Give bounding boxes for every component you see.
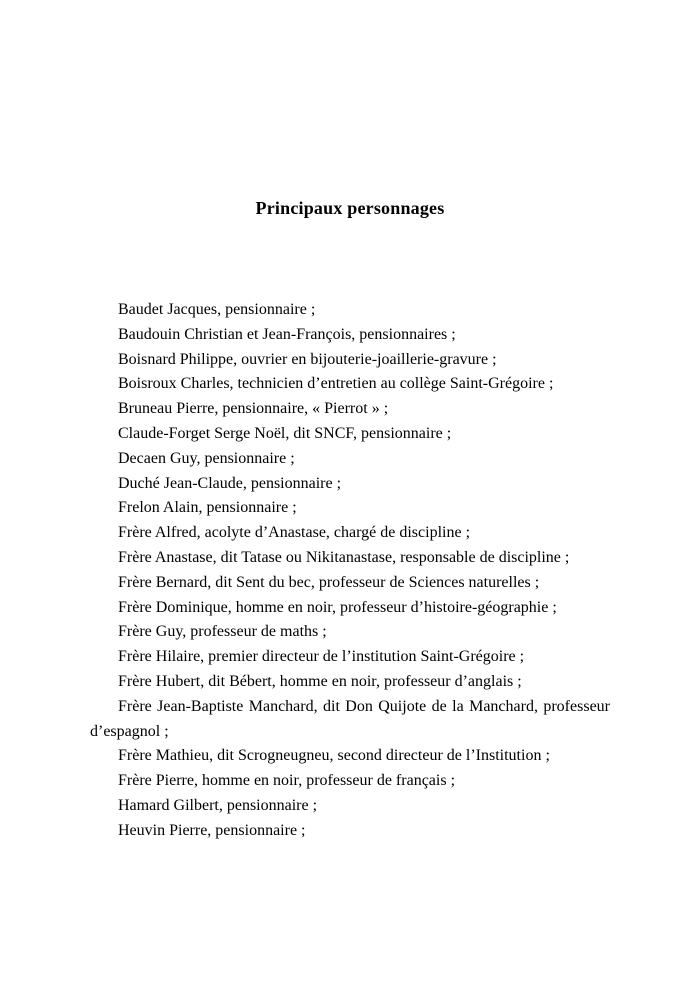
character-entry: Frelon Alain, pensionnaire ; (118, 499, 297, 517)
character-entry: Frère Jean-Baptiste Manchard, dit Don Quijote de la Manchard, professeur d’espagnol ; (90, 697, 610, 740)
character-entry: Baudouin Christian et Jean-François, pensionnaires ; (118, 325, 456, 343)
character-entry: Boisroux Charles, technicien d’entretien au collège Saint-Grégoire ; (118, 375, 554, 393)
character-entry: Bruneau Pierre, pensionnaire, « Pierrot » ; (118, 400, 389, 418)
character-list (90, 298, 610, 844)
character-entry: Frère Pierre, homme en noir, professeur de français ; (118, 772, 456, 790)
character-entry: Frère Hubert, dit Bébert, homme en noir, professeur d’anglais ; (118, 672, 522, 690)
character-entry: Frère Alfred, acolyte d’Anastase, chargé de discipline ; (118, 524, 471, 542)
character-entry: Claude-Forget Serge Noël, dit SNCF, pensionnaire ; (118, 424, 452, 442)
character-entry: Frère Mathieu, dit Scrogneugneu, second directeur de l’Institution ; (118, 747, 550, 765)
character-entry: Heuvin Pierre, pensionnaire ; (118, 821, 306, 839)
character-entry: Frère Bernard, dit Sent du bec, professeur de Sciences naturelles ; (118, 573, 540, 591)
character-entry: Hamard Gilbert, pensionnaire ; (118, 796, 318, 814)
character-entry: Duché Jean-Claude, pensionnaire ; (118, 474, 342, 492)
character-entry: Boisnard Philippe, ouvrier en bijouterie-joaillerie-gravure ; (118, 350, 497, 368)
character-entry: Decaen Guy, pensionnaire ; (118, 449, 295, 467)
character-entry: Frère Hilaire, premier directeur de l’institution Saint-Grégoire ; (118, 648, 525, 666)
character-entry: Frère Anastase, dit Tatase ou Nikitanastase, responsable de discipline ; (118, 548, 570, 566)
page-title: Principaux personnages (255, 198, 445, 218)
character-entry: Frère Guy, professeur de maths ; (118, 623, 327, 641)
character-entry: Frère Dominique, homme en noir, professeur d’histoire-géographie ; (118, 598, 557, 616)
character-entry: Baudet Jacques, pensionnaire ; (118, 301, 316, 318)
